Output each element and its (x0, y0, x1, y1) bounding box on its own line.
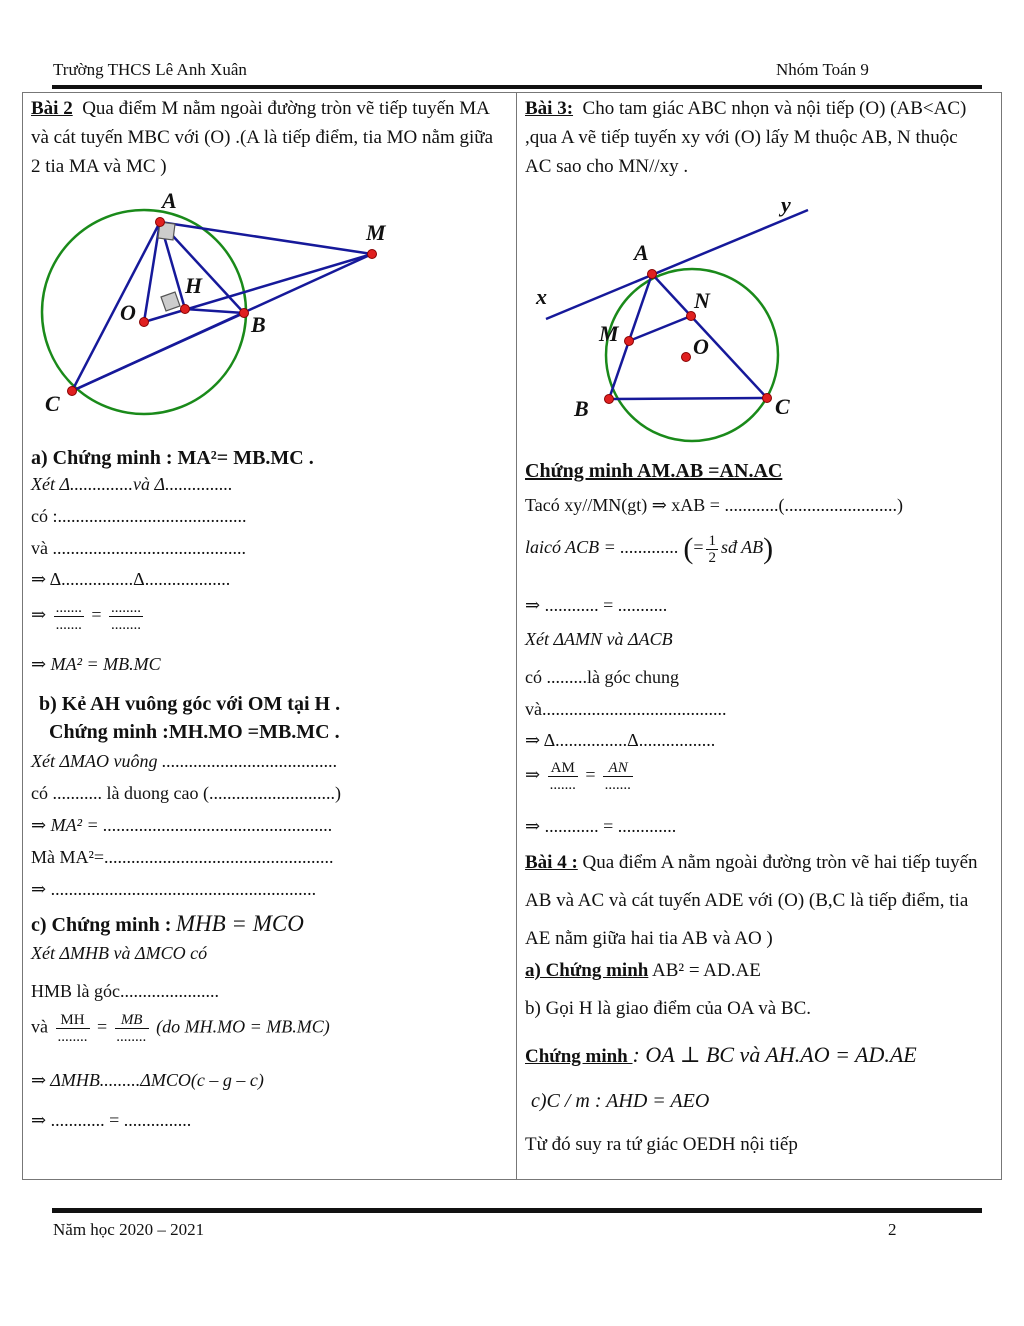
implies-symbol: ⇒ (525, 764, 541, 785)
part-b-line-3: ⇒ MA² = ................................................... (31, 815, 333, 835)
part-c-label: c) Chứng minh : (31, 914, 172, 936)
bai4-part-c: c)C / m : AHD = AEO (531, 1090, 710, 1112)
bai3-ratio (525, 760, 636, 793)
frac-den-1: ....... (55, 617, 82, 633)
bai4-cm-text: : OA ⊥ BC và AH.AO = AD.AE (632, 1042, 917, 1067)
part-a-line-3: và ........................................... (31, 538, 246, 558)
part-a-line-1: Xét Δ..............và Δ............... (31, 474, 233, 494)
left-column (23, 92, 517, 1180)
bai4-title: Bài 4 : (525, 852, 578, 873)
equals-symbol: = (91, 604, 102, 625)
point-o (682, 353, 691, 362)
bai4-cm-label: Chứng minh (525, 1046, 633, 1067)
laico-num: 1 (708, 532, 716, 549)
part-c-ratio (31, 1012, 330, 1045)
bai3-line-laico: laicó ACB = ............. (= $\frac{1}{2}$ sđ AB) (525, 532, 774, 566)
implies-symbol: ⇒ (31, 604, 47, 625)
label-b: B (251, 312, 266, 337)
frac-den-b: ........ (116, 1029, 147, 1045)
frac-num-1: ....... (55, 600, 82, 616)
bai4-a-label: a) Chứng minh (525, 960, 649, 981)
bai2-intro (31, 94, 501, 181)
label-c: C (775, 394, 790, 419)
part-c-line-4: ⇒ ............ = ............... (31, 1110, 192, 1130)
group-name: Nhóm Toán 9 (776, 60, 869, 79)
frac-den-b: ....... (605, 777, 632, 793)
bai3-line-2: ⇒ ............ = ........... (525, 595, 668, 615)
bai4-part-a (525, 960, 761, 982)
figure-bai2 (23, 182, 403, 422)
equals-symbol: = (97, 1016, 108, 1037)
frac-mb: MB (115, 1012, 149, 1029)
bai3-proof-title: Chứng minh AM.AB =AN.AC (525, 460, 783, 482)
frac-am: AM (548, 760, 578, 777)
school-year: Năm học 2020 – 2021 (53, 1220, 205, 1239)
label-c: C (45, 391, 60, 416)
and-word: và (31, 1016, 48, 1037)
label-a: A (634, 240, 649, 265)
school-name: Trường THCS Lê Anh Xuân (53, 60, 247, 79)
page-number: 2 (888, 1220, 897, 1239)
bai2-text: Qua điểm M nằm ngoài đường tròn vẽ tiếp tuyến MA và cát tuyến MBC với (O) .(A là tiếp điểm, tia MO nằm giữa 2 tia MA và MC ) (31, 98, 494, 177)
part-a-line-4: ⇒ Δ................Δ................... (31, 569, 231, 589)
part-b-title-2: Chứng minh :MH.MO =MB.MC . (49, 721, 340, 743)
bai3-line-3: Xét ΔAMN và ΔACB (525, 629, 673, 649)
point-c (68, 387, 77, 396)
bai3-line-last: ⇒ ............ = ............. (525, 816, 677, 836)
part-c-formula: MHB = MCO (175, 911, 304, 936)
part-b-line-2: có ........... là duong cao (............................) (31, 783, 341, 803)
part-a-line-2: có :.......................................... (31, 506, 247, 526)
bai3-text: Cho tam giác ABC nhọn và nội tiếp (O) (AB<AC) ,qua A vẽ tiếp tuyến xy với (O) lấy M thuộc AB, N thuộc AC sao cho MN//xy . (525, 98, 967, 177)
part-b-line-4: Mà MA²=................................................... (31, 847, 334, 867)
frac-den-a: ........ (57, 1029, 88, 1045)
right-column (517, 92, 1001, 1180)
label-o: O (120, 300, 136, 325)
bai3-line-5: và......................................... (525, 699, 727, 719)
footer-rule (52, 1208, 982, 1213)
part-b-line-5: ⇒ ........................................................... (31, 879, 317, 899)
point-m (625, 337, 634, 346)
laico-text: laicó ACB = ............. (525, 537, 679, 558)
frac-num-2: ........ (111, 600, 141, 616)
laico-eq: = (693, 537, 704, 558)
bai4-a-text: AB² = AD.AE (652, 960, 761, 981)
label-x: x (536, 284, 547, 309)
point-b (240, 309, 249, 318)
label-y: y (781, 192, 791, 217)
point-b (605, 395, 614, 404)
point-m (368, 250, 377, 259)
bai3-line-1: Tacó xy//MN(gt) ⇒ xAB = ............(.........................) (525, 495, 903, 515)
label-b: B (574, 396, 589, 421)
right-angle-h (161, 292, 180, 311)
bai2-title: Bài 2 (31, 98, 73, 119)
frac-den-2: ........ (111, 617, 141, 633)
bai4-text: Qua điểm A nằm ngoài đường tròn vẽ hai tiếp tuyến AB và AC và cát tuyến ADE với (O) (B,C là tiếp điểm, tia AE nằm giữa hai tia AB và AO ) (525, 852, 978, 949)
point-a (156, 218, 165, 227)
bai3-title: Bài 3: (525, 98, 574, 119)
bai4-prove (525, 1042, 917, 1068)
bai3-line-4: có .........là góc chung (525, 667, 679, 687)
part-c-title (31, 911, 304, 937)
bai4-conclusion: Từ đó suy ra tứ giác OEDH nội tiếp (525, 1134, 798, 1155)
frac-den-a: ....... (549, 777, 576, 793)
laico-den: 2 (708, 549, 716, 566)
part-b-title-1: b) Kẻ AH vuông góc với OM tại H . (39, 693, 341, 715)
point-h (181, 305, 190, 314)
part-b-line-1: Xét ΔMAO vuông ....................................... (31, 751, 338, 771)
point-a (648, 270, 657, 279)
part-c-line-1: Xét ΔMHB và ΔMCO có (31, 943, 208, 963)
frac-an: AN (603, 760, 633, 777)
reason-text: (do MH.MO = MB.MC) (156, 1016, 330, 1037)
header-rule (52, 85, 982, 89)
bai4-intro (525, 844, 991, 958)
equals-symbol: = (585, 764, 596, 785)
part-c-line-2: HMB là góc...................... (31, 981, 219, 1001)
frac-mh: MH (56, 1012, 90, 1029)
bai4-part-b: b) Gọi H là giao điểm của OA và BC. (525, 998, 812, 1019)
part-a-ratio (31, 600, 146, 633)
bai3-intro (525, 94, 987, 181)
part-c-line-3: ⇒ ΔMHB.........ΔMCO(c – g – c) (31, 1070, 264, 1090)
part-a-title: a) Chứng minh : MA²= MB.MC . (31, 447, 314, 469)
label-n: N (694, 288, 710, 313)
label-o: O (693, 334, 709, 359)
circle-o (606, 269, 778, 441)
figure-bai3 (517, 192, 837, 452)
bai3-line-6: ⇒ Δ................Δ................. (525, 730, 716, 750)
point-c (763, 394, 772, 403)
point-o (140, 318, 149, 327)
label-m: M (599, 321, 619, 346)
label-m: M (366, 220, 386, 245)
label-a: A (162, 188, 177, 213)
label-h: H (185, 273, 203, 298)
part-a-result: ⇒ MA² = MB.MC (31, 654, 161, 674)
laico-arc: sđ AB (720, 537, 764, 558)
